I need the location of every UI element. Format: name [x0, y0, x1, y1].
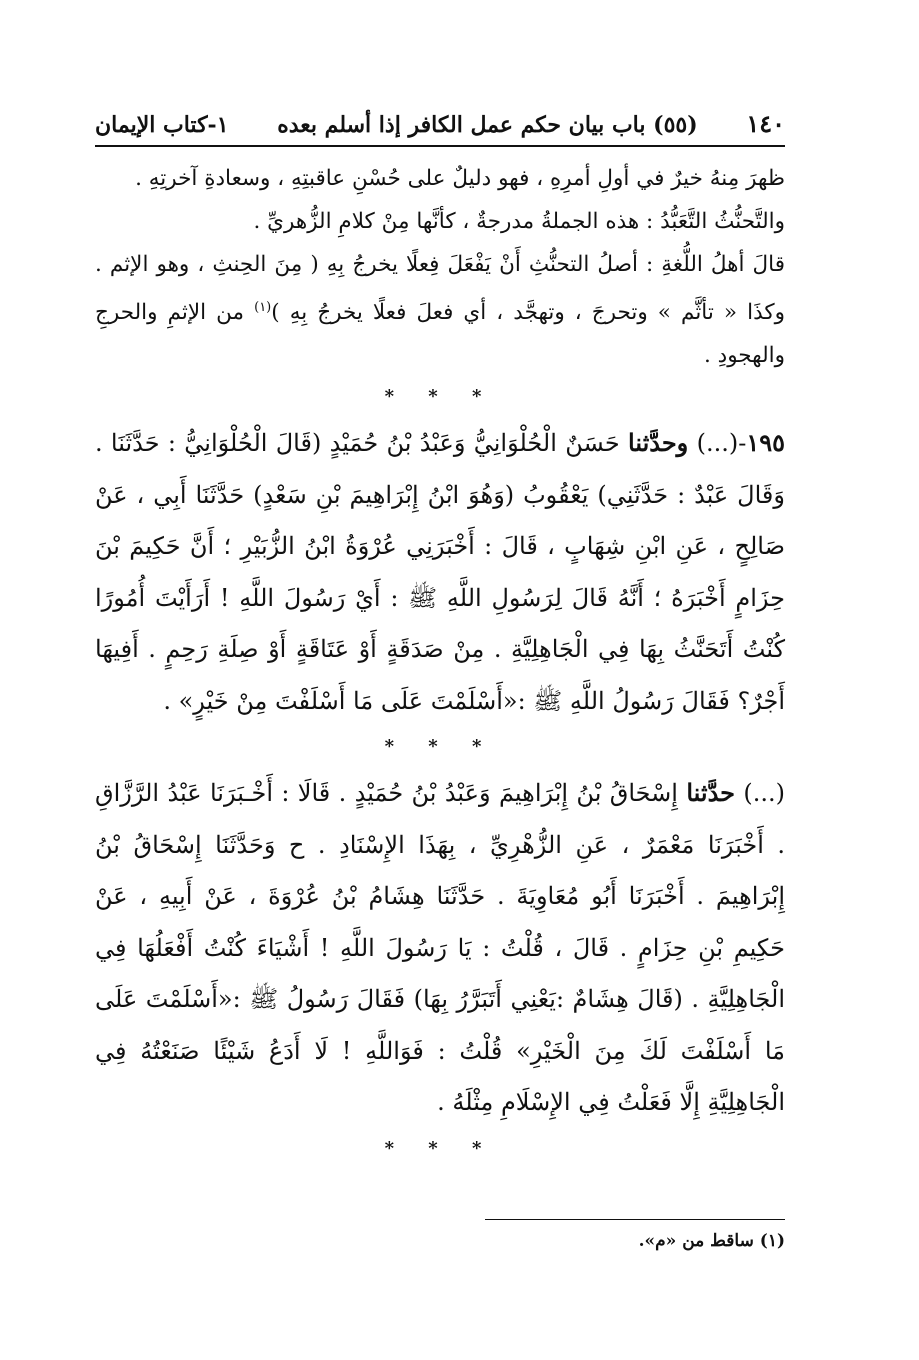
hadith-prefix: -(...) — [696, 429, 747, 458]
intro-commentary — [95, 157, 785, 377]
hadith-text: حَسَنٌ الْحُلْوَانِيُّ وَعَبْدُ بْنُ حُمَيْدٍ (قَالَ الْحُلْوَانِيُّ : حَدَّثَنَا . وَقَالَ عَبْدٌ : حَدَّثَنِي) يَعْقُوبُ (وَهُوَ ابْنُ إِبْرَاهِيمَ بْنِ سَعْدٍ) حَدَّثَنَا أَبِي ، عَنْ صَالِحٍ ، عَنِ ابْنِ شِهَابٍ ، قَالَ : أَخْبَرَنِي عُرْوَةُ ابْنُ الزُّبَيْرِ ؛ أَنَّ حَكِيمَ بْنَ حِزَامٍ أَخْبَرَهُ ؛ أَنَّهُ قَالَ لِرَسُولِ اللَّهِ ﷺ : أَيْ رَسُولَ اللَّهِ ! أَرَأَيْتَ أُمُورًا كُنْتُ أَتَحَنَّثُ بِهَا فِي الْجَاهِلِيَّةِ . مِنْ صَدَقَةٍ أَوْ عَتَاقَةٍ أَوْ صِلَةِ رَحِمٍ . أَفِيهَا أَجْرٌ؟ فَقَالَ رَسُولُ اللَّهِ ﷺ :«أَسْلَمْتَ عَلَى مَا أَسْلَفْتَ مِنْ خَيْرٍ» . — [95, 429, 785, 715]
commentary-text: قالَ أهلُ اللُّغةِ : أصلُ التحنُّثِ أَنْ يَفْعَلَ فِعلًا يخرجُ بِهِ ( مِنَ الحِنثِ ، وهو الإثم . وكذَا « تأثَّم » وتحرجَ ، وتهجَّد ، أي فعلَ فعلًا يخرجُ بِهِ ) — [95, 252, 785, 326]
footnote-1: (١) ساقط من «م». — [638, 1230, 785, 1251]
commentary-line-1: ظهرَ مِنهُ خيرٌ في أولِ أمرِهِ ، فهو دليلٌ على حُسْنِ عاقبتِهِ ، وسعادةِ آخرتِهِ . — [135, 166, 785, 191]
section-separator: * * * — [384, 736, 496, 758]
footnote-rule — [485, 1219, 785, 1220]
section-separator: * * * — [384, 1137, 496, 1159]
commentary-line-2: والتَّحنُّثُ التَّعَبُّدُ : هذه الجملةُ مدرجةٌ ، كأنَّها مِنْ كلامِ الزُّهريِّ . — [253, 209, 785, 234]
hadith-text: إِسْحَاقُ بْنُ إِبْرَاهِيمَ وَعَبْدُ بْنُ حُمَيْدٍ . قَالَا : أَخْـبَرَنَا عَبْدُ الرَّزَّاقِ . أَخْبَرَنَا مَعْمَرٌ ، عَنِ الزُّهْرِيِّ ، بِهَذَا الإِسْنَادِ . ح وَحَدَّثَنَا إِسْحَاقُ بْنُ إِبْرَاهِيمَ . أَخْبَرَنَا أَبُو مُعَاوِيَةَ . حَدَّثَنَا هِشَامُ بْنُ عُرْوَةَ ، عَنْ أَبِيهِ ، عَنْ حَكِيمِ بْنِ حِزَامٍ . قَالَ ، قُلْتُ : يَا رَسُولَ اللَّهِ ! أَشْيَاءَ كُنْتُ أَفْعَلُهَا فِي الْجَاهِلِيَّةِ . (قَالَ هِشَامٌ :يَعْنِي أَتَبَرَّرُ بِهَا) فَقَالَ رَسُولُ ﷺ :«أَسْلَمْتَ عَلَى مَا أَسْلَفْتَ لَكَ مِنَ الْخَيْرِ» قُلْتُ : فَوَاللَّهِ ! لَا أَدَعُ شَيْئًا صَنَعْتُهُ فِي الْجَاهِلِيَّةِ إِلَّا فَعَلْتُ فِي الإِسْلَامِ مِثْلَهُ . — [95, 779, 785, 1117]
haddathana-word: حدَّثنا — [686, 778, 735, 808]
hadith-195 — [95, 417, 785, 727]
running-header — [95, 108, 785, 147]
chapter-title: (٥٥) باب بيان حكم عمل الكافر إذا أسلم بعده — [277, 112, 698, 138]
section-separator: * * * — [384, 386, 496, 408]
haddathana-word: وحدَّثنا — [628, 428, 689, 458]
hadith-prefix: (...) — [743, 779, 785, 808]
footnotes — [95, 1169, 785, 1256]
commentary-paragraph-3 — [95, 243, 785, 377]
hadith-number: ١٩٥ — [746, 428, 785, 458]
book-title: ١-كتاب الإيمان — [95, 112, 229, 138]
page — [95, 108, 785, 1256]
page-number: ١٤٠ — [746, 109, 785, 138]
commentary-text-end: من الإثمِ والحرجِ والهجودِ . — [95, 300, 785, 369]
hadith-second-chain — [95, 767, 785, 1129]
footnote-marker: (١) — [254, 300, 272, 315]
